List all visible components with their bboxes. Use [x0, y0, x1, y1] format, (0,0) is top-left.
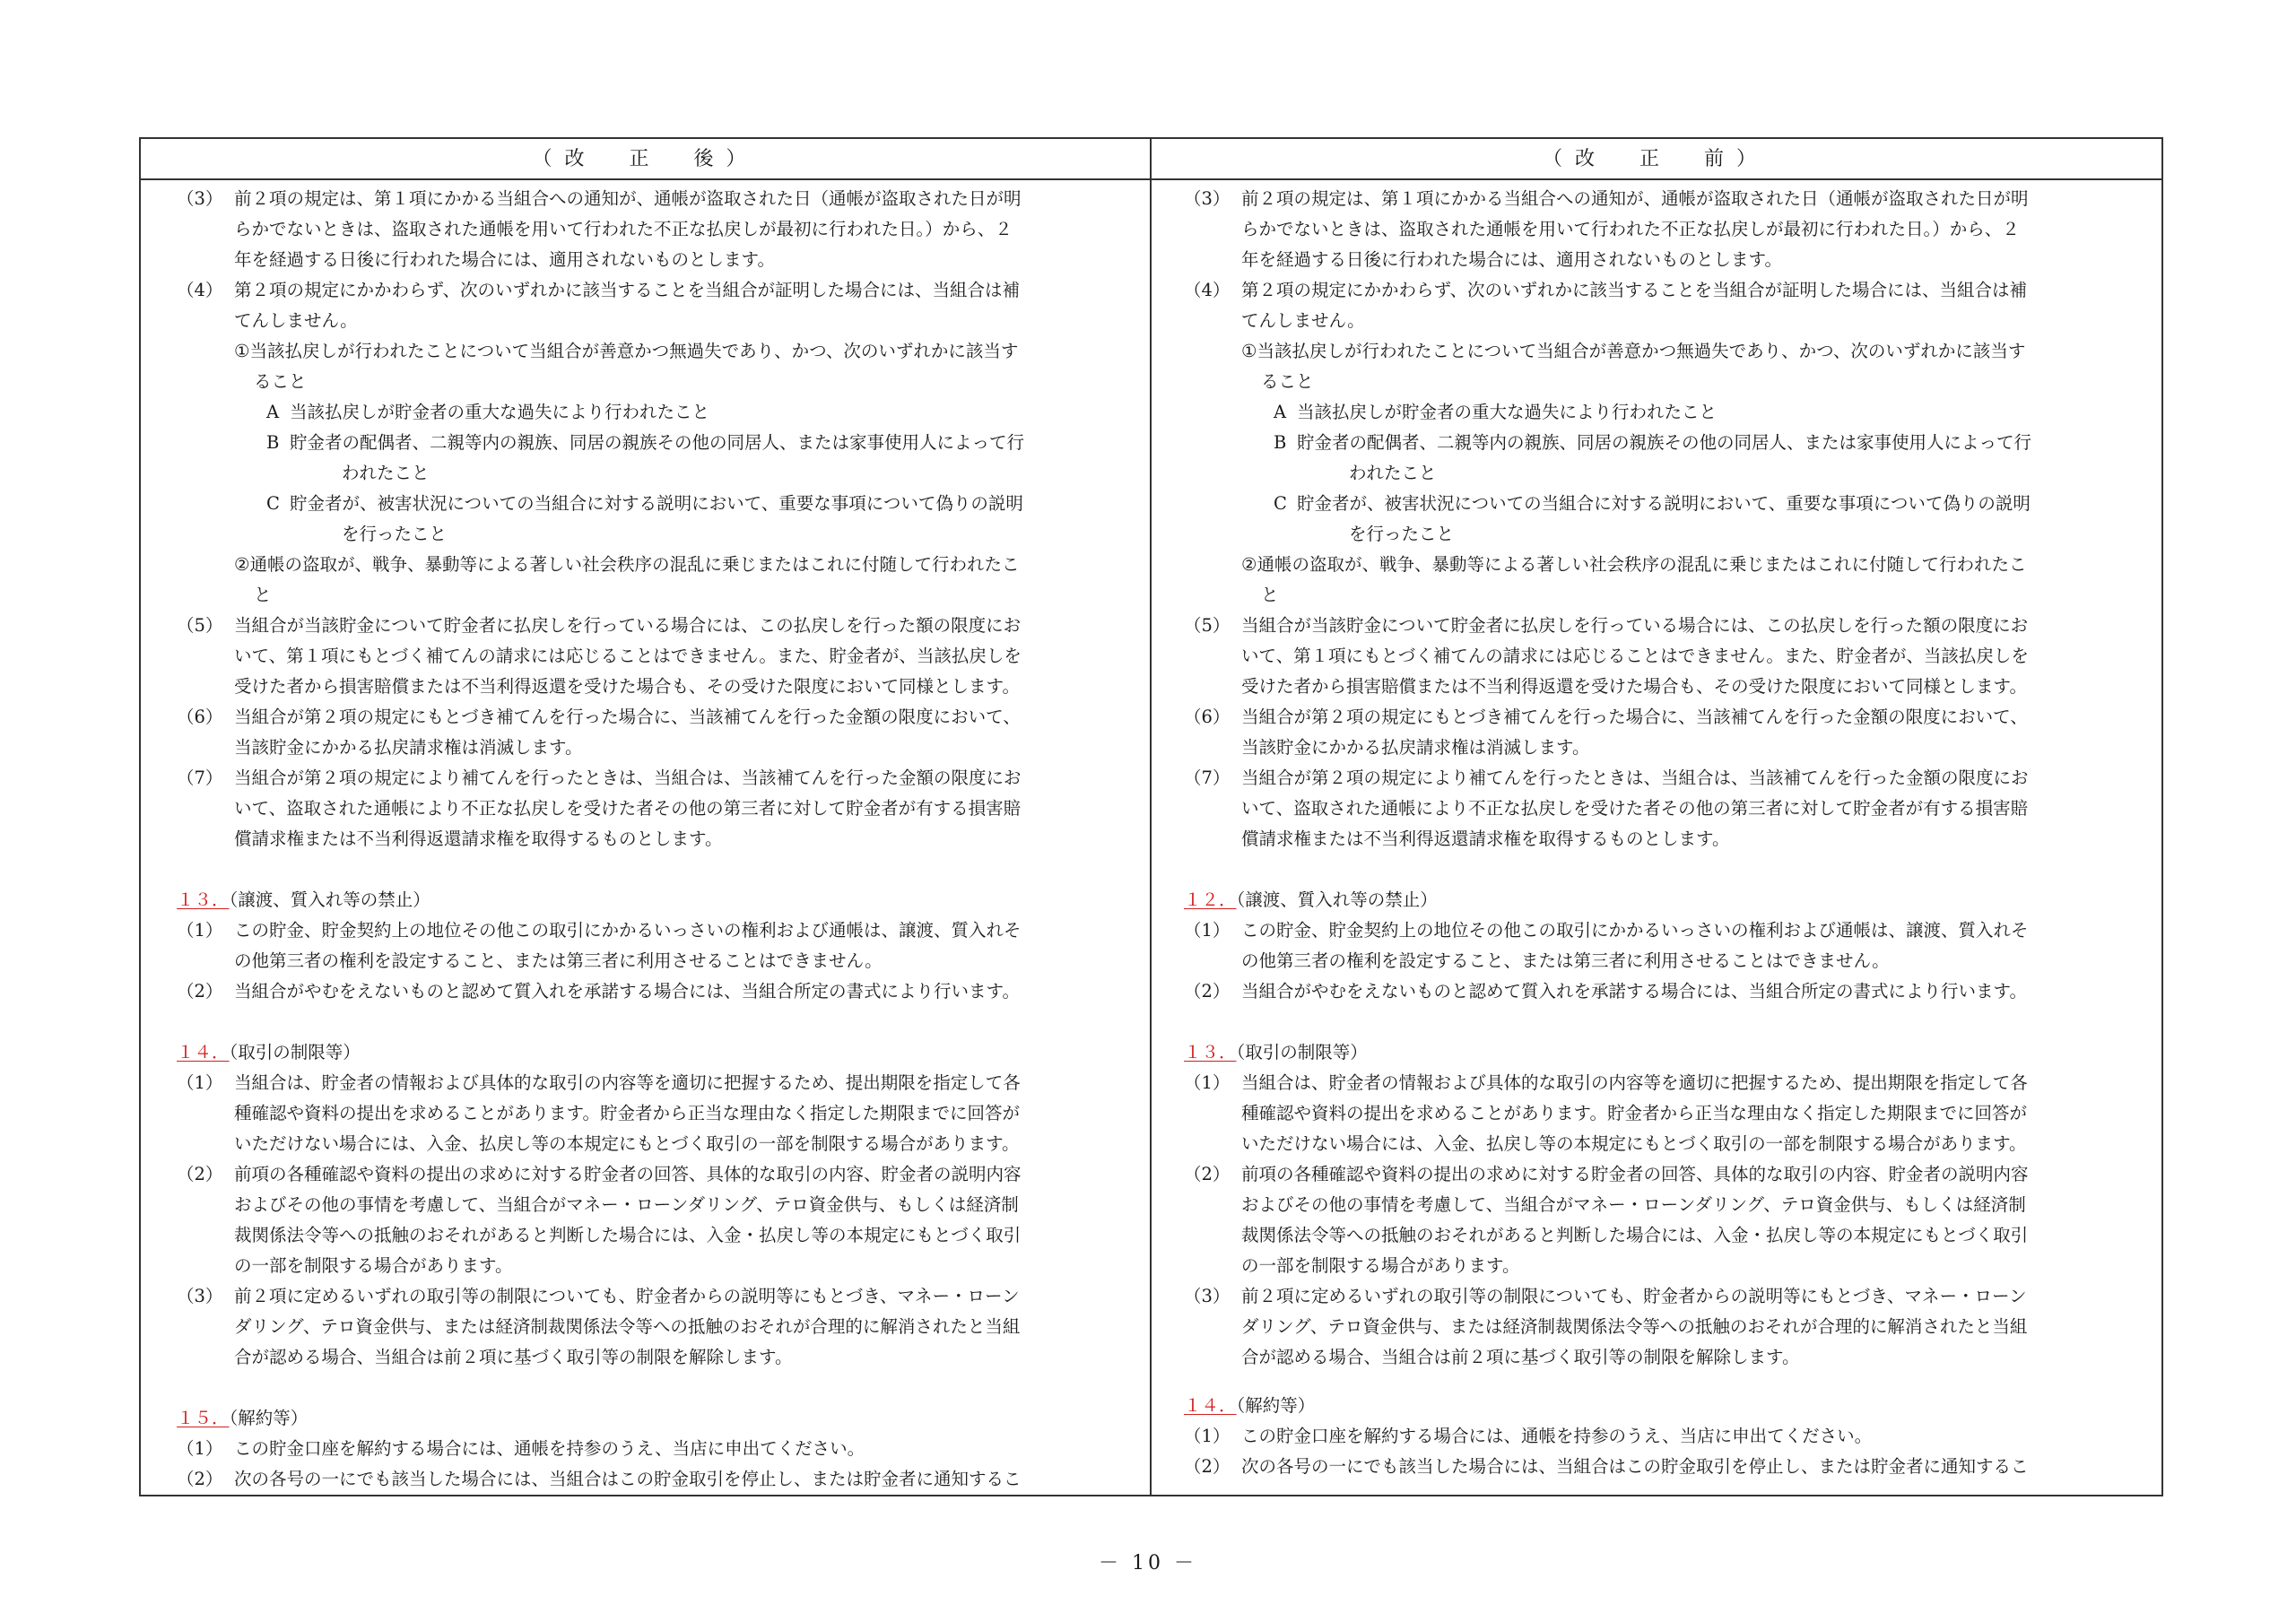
clause-text: 前２項に定めるいずれの取引等の制限についても、貯金者からの説明等にもとづき、マネー・ローン	[234, 1286, 1020, 1306]
column-divider	[1150, 139, 1152, 1495]
section-heading	[1184, 885, 1438, 915]
clause-number: （6）	[1184, 707, 1231, 727]
section-heading	[177, 1403, 308, 1434]
clause-number: （2）	[1184, 981, 1231, 1002]
column-before	[1184, 184, 2148, 1491]
section-number: １４．	[177, 1042, 230, 1063]
clause-item	[1184, 1159, 2029, 1190]
clause-text: 当組合が第２項の規定により補てんを行ったときは、当組合は、当該補てんを行った金額の限度にお	[1241, 768, 2029, 788]
clause-item	[1184, 275, 2027, 306]
clause-continuation: いただけない場合には、入金、払戻し等の本規定にもとづく取引の一部を制限する場合があります。	[1241, 1133, 2027, 1154]
section-title: （譲渡、質入れ等の禁止）	[229, 889, 430, 910]
header-before: （改 正 前）	[1150, 139, 2161, 180]
sub-sub-clause-text: 当該払戻しが貯金者の重大な過失により行われたこと	[290, 402, 710, 422]
clause-text: この貯金、貯金契約上の地位その他この取引にかかるいっさいの権利および通帳は、譲渡、質入れそ	[234, 920, 1022, 941]
clause-continuation: らかでないときは、盗取された通帳を用いて行われた不正な払戻しが最初に行われた日。）から、２	[234, 219, 1013, 239]
comparison-table	[139, 137, 2163, 1496]
clause-number: （4）	[177, 280, 223, 300]
clause-item	[1184, 763, 2029, 794]
sub-clause	[1241, 550, 2027, 580]
clause-continuation: 合が認める場合、当組合は前２項に基づく取引等の制限を解除します。	[1241, 1347, 1800, 1367]
sub-clause-mark: ①	[1241, 341, 1257, 361]
clause-continuation: およびその他の事情を考慮して、当組合がマネー・ローンダリング、テロ資金供与、もしくは経済制	[234, 1194, 1019, 1215]
sub-sub-clause	[1274, 489, 2031, 519]
clause-text: 前２項に定めるいずれの取引等の制限についても、貯金者からの説明等にもとづき、マネー・ローン	[1241, 1286, 2027, 1306]
clause-continuation: らかでないときは、盗取された通帳を用いて行われた不正な払戻しが最初に行われた日。）から、２	[1241, 219, 2020, 239]
clause-text: 当組合が第２項の規定にもとづき補てんを行った場合に、当該補てんを行った金額の限度において、	[1241, 707, 2028, 727]
header-after: （改 正 後）	[141, 139, 1150, 180]
sub-clause	[234, 550, 1020, 580]
clause-continuation: ること	[254, 371, 307, 392]
clause-continuation: いて、盗取された通帳により不正な払戻しを受けた者その他の第三者に対して貯金者が有する損害賠	[1241, 798, 2029, 819]
clause-continuation: 受けた者から損害賠償または不当利得返還を受けた場合も、その受けた限度において同様とします。	[234, 676, 1020, 697]
sub-clause	[1241, 336, 2025, 367]
clause-item	[177, 1434, 865, 1464]
clause-continuation: てんしません。	[1241, 310, 1365, 331]
clause-number: （1）	[177, 1072, 223, 1093]
sub-clause-text: 当該払戻しが行われたことについて当組合が善意かつ無過失であり、かつ、次のいずれかに該当す	[1257, 341, 2026, 361]
clause-continuation: 年を経過する日後に行われた場合には、適用されないものとします。	[234, 249, 775, 270]
clause-item	[177, 976, 1020, 1007]
clause-text: この貯金口座を解約する場合には、通帳を持参のうえ、当店に申出てください。	[1241, 1426, 1873, 1447]
section-number: １４．	[1184, 1395, 1237, 1417]
sub-sub-clause	[1274, 428, 2031, 458]
clause-item	[177, 1068, 1021, 1098]
clause-item	[177, 1281, 1020, 1312]
clause-continuation: 裁関係法令等への抵触のおそれがあると判断した場合には、入金・払戻し等の本規定にもとづく取引	[234, 1225, 1022, 1245]
clause-item	[1184, 1068, 2028, 1098]
clause-number: （3）	[177, 1286, 223, 1306]
section-title: （譲渡、質入れ等の禁止）	[1236, 889, 1438, 910]
sub-sub-clause	[1274, 397, 1717, 428]
sub-sub-clause-text: 貯金者の配偶者、二親等内の親族、同居の親族その他の同居人、または家事使用人によって行	[290, 432, 1025, 453]
page-number: － 10 －	[1099, 1552, 1197, 1574]
clause-continuation: いて、盗取された通帳により不正な払戻しを受けた者その他の第三者に対して貯金者が有する損害賠	[234, 798, 1022, 819]
section-number: １２．	[1184, 889, 1237, 910]
clause-continuation: の他第三者の権利を設定すること、または第三者に利用させることはできません。	[1241, 950, 1890, 971]
section-title: （解約等）	[1236, 1395, 1316, 1417]
clause-text: 前項の各種確認や資料の提出の求めに対する貯金者の回答、具体的な取引の内容、貯金者の説明内容	[234, 1164, 1022, 1184]
clause-continuation: われたこと	[342, 463, 430, 483]
sub-sub-clause-mark: A	[266, 402, 280, 422]
section-heading	[177, 885, 430, 915]
clause-continuation: 裁関係法令等への抵触のおそれがあると判断した場合には、入金・払戻し等の本規定にもとづく取引	[1241, 1225, 2029, 1245]
clause-continuation: いただけない場合には、入金、払戻し等の本規定にもとづく取引の一部を制限する場合があります。	[234, 1133, 1020, 1154]
clause-number: （1）	[177, 1438, 223, 1459]
sub-sub-clause-text: 貯金者の配偶者、二親等内の親族、同居の親族その他の同居人、または家事使用人によって行	[1297, 432, 2032, 453]
sub-sub-clause-mark: C	[266, 493, 280, 514]
clause-item	[177, 1159, 1022, 1190]
clause-item	[177, 275, 1020, 306]
clause-item	[177, 763, 1022, 794]
clause-continuation: と	[1261, 585, 1279, 605]
clause-continuation: ダリング、テロ資金供与、または経済制裁関係法令等への抵触のおそれが合理的に解消されたと当組	[1241, 1316, 2028, 1337]
section-heading	[1184, 1037, 1368, 1068]
clause-item	[1184, 1452, 2029, 1482]
clause-text: 第２項の規定にかかわらず、次のいずれかに該当することを当組合が証明した場合には、当組合は補	[1241, 280, 2027, 300]
sub-sub-clause-mark: C	[1274, 493, 1287, 514]
clause-number: （1）	[1184, 920, 1231, 941]
sub-sub-clause-text: 貯金者が、被害状況についての当組合に対する説明において、重要な事項について偽りの説明	[290, 493, 1023, 514]
sub-sub-clause-text: 貯金者が、被害状況についての当組合に対する説明において、重要な事項について偽りの説明	[1297, 493, 2031, 514]
clause-continuation: 償請求権または不当利得返還請求権を取得するものとします。	[234, 828, 723, 849]
sub-sub-clause-mark: B	[1274, 432, 1287, 453]
clause-continuation: と	[254, 585, 272, 605]
section-number: １３．	[177, 889, 230, 910]
clause-number: （1）	[1184, 1426, 1231, 1447]
sub-sub-clause-mark: B	[266, 432, 280, 453]
clause-text: 当組合が当該貯金について貯金者に払戻しを行っている場合には、この払戻しを行った額の限度にお	[1241, 615, 2029, 636]
clause-text: 当組合が第２項の規定により補てんを行ったときは、当組合は、当該補てんを行った金額の限度にお	[234, 768, 1022, 788]
clause-number: （3）	[1184, 188, 1231, 209]
clause-continuation: 当該貯金にかかる払戻請求権は消滅します。	[1241, 737, 1590, 758]
clause-item	[1184, 184, 2029, 214]
clause-number: （2）	[177, 981, 223, 1002]
sub-sub-clause	[266, 428, 1024, 458]
clause-continuation: 償請求権または不当利得返還請求権を取得するものとします。	[1241, 828, 1730, 849]
clause-item	[177, 915, 1022, 946]
clause-number: （7）	[177, 768, 223, 788]
sub-clause-text: 通帳の盗取が、戦争、暴動等による著しい社会秩序の混乱に乗じまたはこれに付随して行われたこ	[249, 554, 1020, 575]
clause-continuation: の他第三者の権利を設定すること、または第三者に利用させることはできません。	[234, 950, 883, 971]
clause-number: （2）	[1184, 1456, 1231, 1478]
clause-continuation: ること	[1261, 371, 1314, 392]
sub-clause	[234, 336, 1018, 367]
clause-number: （1）	[1184, 1072, 1231, 1093]
clause-text: この貯金口座を解約する場合には、通帳を持参のうえ、当店に申出てください。	[234, 1438, 865, 1459]
clause-text: 次の各号の一にでも該当した場合には、当組合はこの貯金取引を停止し、または貯金者に通知するこ	[234, 1469, 1022, 1489]
clause-text: 当組合は、貯金者の情報および具体的な取引の内容等を適切に把握するため、提出期限を指定して各	[1241, 1072, 2028, 1093]
sub-sub-clause	[266, 397, 709, 428]
clause-item	[1184, 1281, 2027, 1312]
clause-item	[1184, 611, 2028, 641]
sub-sub-clause-text: 当該払戻しが貯金者の重大な過失により行われたこと	[1297, 402, 1718, 422]
clause-number: （1）	[177, 920, 223, 941]
clause-text: 前項の各種確認や資料の提出の求めに対する貯金者の回答、具体的な取引の内容、貯金者の説明内容	[1241, 1164, 2029, 1184]
clause-item	[1184, 915, 2029, 946]
clause-text: 当組合は、貯金者の情報および具体的な取引の内容等を適切に把握するため、提出期限を指定して各	[234, 1072, 1021, 1093]
column-after	[177, 184, 1136, 1491]
clause-number: （3）	[1184, 1286, 1231, 1306]
clause-number: （6）	[177, 707, 223, 727]
clause-number: （3）	[177, 188, 223, 209]
sub-clause-mark: ②	[1241, 554, 1257, 575]
clause-continuation: 種確認や資料の提出を求めることがあります。貯金者から正当な理由なく指定した期限までに回答が	[1241, 1103, 2027, 1123]
clause-continuation: われたこと	[1349, 463, 1437, 483]
clause-text: 第２項の規定にかかわらず、次のいずれかに該当することを当組合が証明した場合には、当組合は補	[234, 280, 1020, 300]
clause-text: 次の各号の一にでも該当した場合には、当組合はこの貯金取引を停止し、または貯金者に通知するこ	[1241, 1456, 2029, 1478]
section-number: １３．	[1184, 1042, 1237, 1063]
clause-text: 前２項の規定は、第１項にかかる当組合への通知が、通帳が盗取された日（通帳が盗取された日が明	[234, 188, 1022, 209]
clause-continuation: 種確認や資料の提出を求めることがあります。貯金者から正当な理由なく指定した期限までに回答が	[234, 1103, 1020, 1123]
clause-continuation: 合が認める場合、当組合は前２項に基づく取引等の制限を解除します。	[234, 1347, 793, 1367]
clause-number: （2）	[177, 1469, 223, 1489]
clause-continuation: いて、第１項にもとづく補てんの請求には応じることはできません。また、貯金者が、当該払戻しを	[234, 646, 1022, 666]
clause-text: 当組合が第２項の規定にもとづき補てんを行った場合に、当該補てんを行った金額の限度において、	[234, 707, 1021, 727]
clause-text: 当組合がやむをえないものと認めて質入れを承諾する場合には、当組合所定の書式により行います。	[1241, 981, 2027, 1002]
section-title: （解約等）	[229, 1408, 309, 1428]
section-title: （取引の制限等）	[1236, 1042, 1368, 1063]
section-number: １５．	[177, 1408, 230, 1428]
clause-continuation: 当該貯金にかかる払戻請求権は消滅します。	[234, 737, 583, 758]
clause-text: 前２項の規定は、第１項にかかる当組合への通知が、通帳が盗取された日（通帳が盗取された日が明	[1241, 188, 2029, 209]
clause-continuation: てんしません。	[234, 310, 358, 331]
clause-continuation: を行ったこと	[342, 524, 448, 544]
clause-continuation: およびその他の事情を考慮して、当組合がマネー・ローンダリング、テロ資金供与、もしくは経済制	[1241, 1194, 2026, 1215]
clause-number: （2）	[1184, 1164, 1231, 1184]
section-title: （取引の制限等）	[229, 1042, 361, 1063]
sub-clause-text: 当該払戻しが行われたことについて当組合が善意かつ無過失であり、かつ、次のいずれかに該当す	[249, 341, 1019, 361]
section-heading	[1184, 1391, 1315, 1421]
clause-continuation: の一部を制限する場合があります。	[1241, 1255, 1520, 1276]
clause-item	[1184, 702, 2028, 733]
clause-item	[177, 184, 1022, 214]
clause-item	[1184, 976, 2027, 1007]
section-heading	[177, 1037, 361, 1068]
clause-item	[177, 1464, 1022, 1491]
clause-continuation: を行ったこと	[1349, 524, 1455, 544]
clause-item	[177, 702, 1021, 733]
clause-continuation: ダリング、テロ資金供与、または経済制裁関係法令等への抵触のおそれが合理的に解消されたと当組	[234, 1316, 1021, 1337]
clause-continuation: いて、第１項にもとづく補てんの請求には応じることはできません。また、貯金者が、当該払戻しを	[1241, 646, 2029, 666]
clause-number: （5）	[1184, 615, 1231, 636]
sub-clause-text: 通帳の盗取が、戦争、暴動等による著しい社会秩序の混乱に乗じまたはこれに付随して行われたこ	[1257, 554, 2027, 575]
clause-number: （4）	[1184, 280, 1231, 300]
clause-number: （7）	[1184, 768, 1231, 788]
sub-sub-clause	[266, 489, 1023, 519]
clause-continuation: 年を経過する日後に行われた場合には、適用されないものとします。	[1241, 249, 1782, 270]
clause-number: （2）	[177, 1164, 223, 1184]
sub-clause-mark: ①	[234, 341, 250, 361]
clause-continuation: の一部を制限する場合があります。	[234, 1255, 513, 1276]
clause-number: （5）	[177, 615, 223, 636]
clause-text: この貯金、貯金契約上の地位その他この取引にかかるいっさいの権利および通帳は、譲渡、質入れそ	[1241, 920, 2029, 941]
sub-sub-clause-mark: A	[1274, 402, 1287, 422]
sub-clause-mark: ②	[234, 554, 250, 575]
clause-text: 当組合が当該貯金について貯金者に払戻しを行っている場合には、この払戻しを行った額の限度にお	[234, 615, 1022, 636]
clause-item	[177, 611, 1021, 641]
clause-item	[1184, 1421, 1872, 1452]
clause-continuation: 受けた者から損害賠償または不当利得返還を受けた場合も、その受けた限度において同様とします。	[1241, 676, 2027, 697]
clause-text: 当組合がやむをえないものと認めて質入れを承諾する場合には、当組合所定の書式により行います。	[234, 981, 1020, 1002]
